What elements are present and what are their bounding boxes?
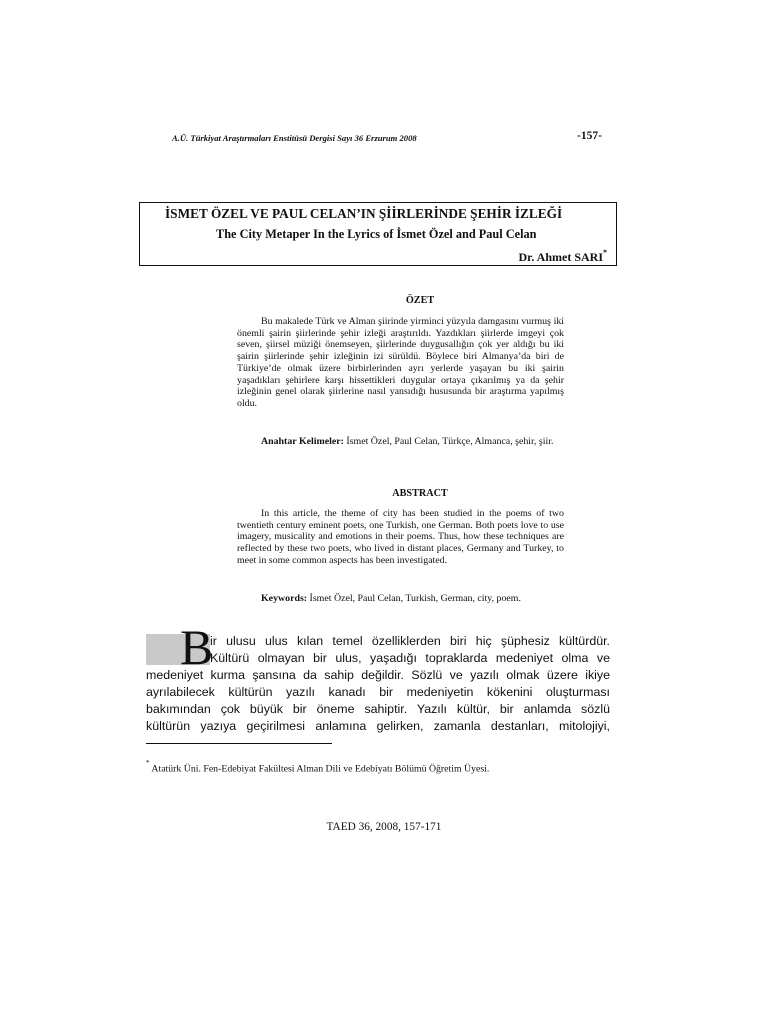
journal-citation-text: TAED 36, 2008, 157-171: [326, 821, 442, 833]
article-title-turkish: İSMET ÖZEL VE PAUL CELAN’IN ŞİİRLERİNDE ŞEHİR İZLEĞİ: [165, 206, 563, 221]
footnote-text: Atatürk Üni. Fen-Edebiyat Fakültesi Alman Dili ve Edebiyatı Bölümü Öğretim Üyesi.: [149, 763, 490, 775]
article-title-english: The City Metaper In the Lyrics of İsmet Özel and Paul Celan: [216, 227, 537, 241]
body-line: medeniyet kurma şansına da sahip değildir. Sözlü ve yazılı olmak üzere ikiye: [146, 668, 610, 682]
ozet-paragraph: Bu makalede Türk ve Alman şiirinde yirminci yüzyıla damgasını vurmuş iki önemli şairin şiirlerinde şehir izleği araştırıldı. Yazdıkları şiirlerde imgeyi çok seven, şiirsel müziği önemseyen, şiirlerinde duygusallığın çok yer aldığı bu iki şairin şiirlerinde şehir izleğinin izi sürüldü. Böylece biri Almanya’da biri de Türkiye’de olmak üzere birbirlerinden ayrı yerlerde yaşayan bu iki şairin yaşadıkları şehirlere karşı hissettikleri duygular ortaya çıkarılmış ya da şehir izleğinin genel olarak şiirlerine nasıl yansıdığı hususunda bir araştırma yapılmış oldu.: [237, 316, 564, 409]
author-name: [518, 249, 607, 265]
body-line: kültürün yazıya geçirilmesi anlamına gelirken, zamanla destanları, mitolojiyi,: [146, 719, 610, 733]
ozet-heading: [0, 295, 768, 306]
ozet-keywords: [237, 436, 564, 448]
abstract-keywords-list: İsmet Özel, Paul Celan, Turkish, German, city, poem.: [307, 593, 521, 604]
author-text: Dr. Ahmet SARI: [518, 250, 603, 264]
body-line: bakımından çok büyük bir öneme sahiptir. Yazılı kültür, bir anlamda sözlü: [146, 702, 610, 716]
body-line: Kültürü olmayan bir ulus, yaşadığı topraklarda medeniyet olma ve: [210, 651, 610, 665]
ozet-keywords-label: Anahtar Kelimeler:: [261, 436, 344, 447]
ozet-keywords-list: İsmet Özel, Paul Celan, Türkçe, Almanca, şehir, şiir.: [343, 436, 554, 447]
abstract-keywords: [237, 593, 564, 605]
footnote-rule: [146, 743, 332, 744]
journal-citation: [0, 821, 768, 833]
author-footnote-mark: *: [603, 248, 607, 257]
ozet-heading-text: ÖZET: [405, 295, 435, 306]
footnote-mark: *: [146, 759, 150, 767]
abstract-paragraph: In this article, the theme of city has been studied in the poems of two twentieth century eminent poets, one Turkish, one German. Both poets love to use imagery, musicality and emotions in their poems. Thus, how these techniques are reflected by these two poets, who lived in distant places, Germany and Turkey, to meet in some common aspects has been investigated.: [237, 508, 564, 566]
body-line: ayrılabilecek kültürün yazılı kanadı bir medeniyetin kökenini oluşturması: [146, 685, 610, 699]
running-head: A.Ü. Türkiyat Araştırmaları Enstitüsü Dergisi Sayı 36 Erzurum 2008: [172, 133, 417, 143]
abstract-body: [237, 508, 564, 567]
title-block: [139, 202, 617, 266]
ozet-body: [237, 316, 564, 410]
body-line: ir ulusu ulus kılan temel özelliklerden biri hiç şüphesiz kültürdür.: [210, 634, 610, 648]
dropcap-letter: B: [180, 619, 214, 675]
page-number: -157-: [577, 130, 602, 142]
abstract-keywords-paragraph: [237, 593, 564, 605]
abstract-heading-text: ABSTRACT: [392, 488, 448, 499]
ozet-keywords-paragraph: [237, 436, 564, 448]
abstract-heading: [0, 488, 768, 499]
abstract-keywords-label: Keywords:: [261, 593, 308, 604]
footnote: [146, 761, 489, 774]
